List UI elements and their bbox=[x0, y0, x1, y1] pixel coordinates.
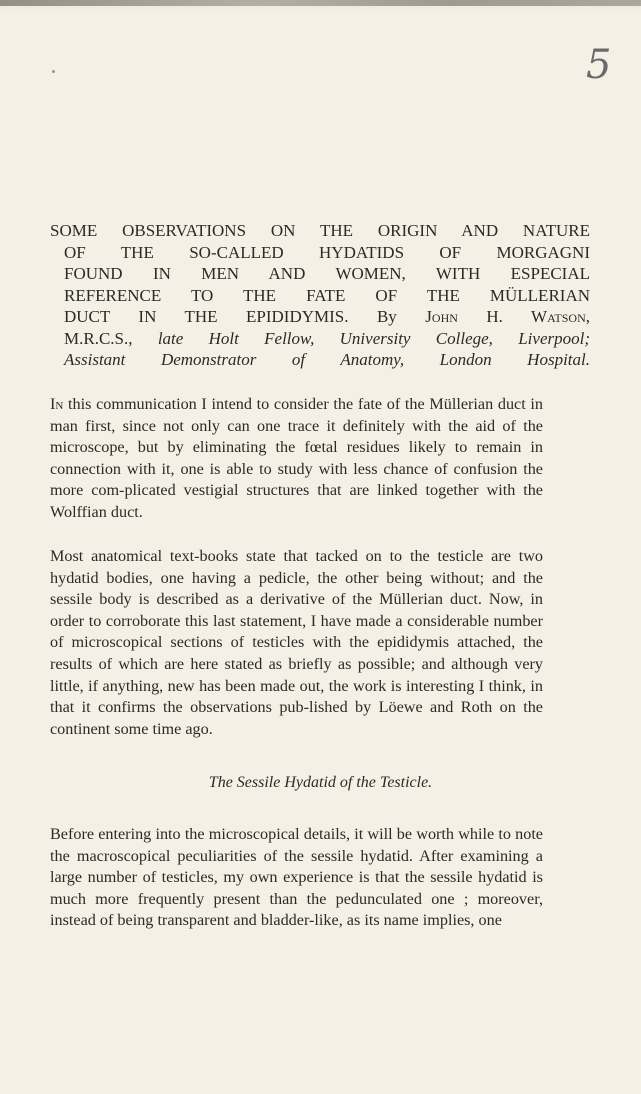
title-line-6 bbox=[64, 328, 590, 350]
paragraph-1-text: this communication I intend to consider the fate of the Müllerian duct in man first, since not only can one trace it definitely with the aid of the microscope, but by eliminating the fœtal residues likely to remain in connection with it, one is able to study with less chance of confusion the more com-plicated vestigial structures that are linked together with the Wolffian duct. bbox=[50, 395, 543, 521]
author-affiliation-2: Assistant Demonstrator of Anatomy, London Hospital. bbox=[64, 350, 590, 369]
paragraph-1 bbox=[50, 394, 543, 524]
title-line-4: REFERENCE TO THE FATE OF THE MÜLLERIAN bbox=[64, 285, 590, 305]
article-title bbox=[50, 220, 590, 371]
author-affiliation-1: late Holt Fellow, University College, Liverpool; bbox=[157, 328, 590, 348]
title-line-5 bbox=[64, 306, 590, 328]
byline-by: By bbox=[376, 307, 397, 326]
title-line-1: SOME OBSERVATIONS ON THE ORIGIN AND NATURE bbox=[50, 221, 590, 240]
title-line-5-caps: DUCT IN THE EPIDIDYMIS. bbox=[64, 307, 349, 326]
page-top-edge bbox=[0, 0, 641, 6]
title-line-2: OF THE SO-CALLED HYDATIDS OF MORGAGNI bbox=[64, 242, 590, 262]
paragraph-2 bbox=[50, 546, 543, 740]
author-degree: M.R.C.S., bbox=[64, 328, 133, 348]
page-number-mark: 5 bbox=[586, 42, 612, 88]
paragraph-3-text: Before entering into the microscopical details, it will be worth while to note the macroscopical peculiarities of the sessile hydatid. After examining a large number of testicles, my own experience is that the sessile hydatid is much more frequently present than the pedunculated one ; moreover, instead of being transparent and bladder-like, as its name implies, one bbox=[50, 825, 543, 930]
page-speck bbox=[52, 70, 55, 73]
title-line-3: FOUND IN MEN AND WOMEN, WITH ESPECIAL bbox=[64, 264, 590, 283]
paragraph-3 bbox=[50, 824, 543, 932]
section-subheading: The Sessile Hydatid of the Testicle. bbox=[208, 774, 433, 791]
paragraph-2-text: Most anatomical text-books state that tacked on to the testicle are two hydatid bodies, one having a pedicle, the other being without; and the sessile body is described as a derivative of the Müllerian duct. Now, in order to corroborate this last statement, I have made a considerable number of microscopical sections of testicles with the epididymis attached, the results of which are here stated as briefly as possible; and although very little, if anything, new has been made out, the work is interesting I think, in that it confirms the observations pub-lished by Löewe and Roth on the continent some time ago. bbox=[50, 547, 543, 738]
author-name: John H. Watson, bbox=[425, 307, 591, 326]
paragraph-1-lead: In bbox=[50, 395, 64, 413]
